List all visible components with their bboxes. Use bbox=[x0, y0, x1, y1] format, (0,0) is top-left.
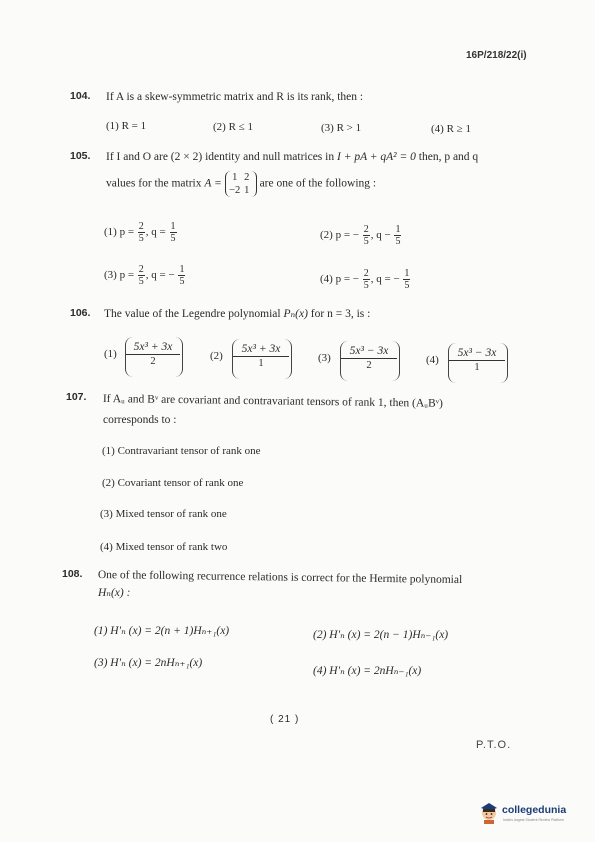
q106-option-3-label: (3) bbox=[318, 352, 331, 364]
p-value: p = bbox=[119, 226, 135, 239]
denominator: 5 bbox=[170, 233, 176, 244]
denominator: 5 bbox=[395, 236, 401, 247]
q106-option-3 bbox=[340, 344, 398, 373]
q104-option-4: (4) R ≥ 1 bbox=[431, 123, 471, 135]
q-value: , q = − bbox=[145, 269, 175, 282]
numerator: 5x³ − 3x bbox=[449, 346, 505, 361]
q108-option-3: (3) H′ₙ (x) = 2nHₙ₊₁(x) bbox=[94, 657, 203, 669]
option-label: (1) bbox=[104, 226, 117, 239]
q105-option-2 bbox=[320, 224, 402, 247]
numerator: 1 bbox=[404, 268, 410, 279]
denominator: 2 bbox=[150, 356, 156, 367]
question-number-106: 106. bbox=[70, 307, 91, 319]
student-mascot-icon bbox=[478, 800, 500, 824]
question-number-107: 107. bbox=[66, 391, 87, 403]
fraction bbox=[178, 264, 185, 287]
denominator: 1 bbox=[474, 362, 480, 373]
matrix-label: A = bbox=[204, 177, 222, 190]
paper-code: 16P/218/22(i) bbox=[466, 50, 527, 61]
question-104-text: If A is a skew-symmetric matrix and R is its rank, then : bbox=[106, 91, 364, 103]
question-108-text-a: One of the following recurrence relations is correct for the Hermite polynomial bbox=[97, 568, 463, 587]
matrix-cell: 1 bbox=[244, 185, 250, 196]
fraction bbox=[394, 224, 401, 247]
numerator: 5x³ − 3x bbox=[341, 344, 397, 359]
brand-tagline: India's largest Student Review Platform bbox=[503, 818, 564, 822]
question-106-text-b: for n = 3, is : bbox=[310, 308, 371, 320]
brand-name: collegedunia bbox=[502, 804, 567, 816]
q108-option-4: (4) H′ₙ (x) = 2nHₙ₋₁(x) bbox=[313, 665, 422, 677]
fraction bbox=[233, 342, 289, 371]
question-105-equation: I + pA + qA² = 0 bbox=[336, 151, 416, 163]
numerator: 1 bbox=[170, 221, 176, 232]
fraction bbox=[363, 268, 370, 291]
denominator: 5 bbox=[179, 276, 185, 287]
q106-option-1 bbox=[125, 340, 181, 369]
q-value: , q = − bbox=[370, 273, 400, 286]
matrix-cell: −2 bbox=[229, 185, 241, 196]
q-value: , q − bbox=[370, 229, 391, 242]
option-label: (4) bbox=[320, 273, 333, 286]
q104-option-2: (2) R ≤ 1 bbox=[213, 121, 253, 133]
option-label: (2) bbox=[320, 229, 333, 242]
denominator: 5 bbox=[363, 280, 369, 291]
fraction bbox=[341, 344, 397, 373]
fraction bbox=[449, 346, 505, 375]
question-105-text-d: are one of the following : bbox=[259, 177, 377, 190]
question-105-line-1 bbox=[106, 149, 478, 165]
matrix-cell: 1 bbox=[232, 172, 238, 183]
p-value: p = − bbox=[335, 273, 359, 286]
q106-option-2-label: (2) bbox=[210, 350, 223, 362]
q-value: , q = bbox=[145, 226, 166, 239]
numerator: 5x³ + 3x bbox=[126, 340, 180, 355]
question-107-text-a: If Aᵤ and Bᵛ are covariant and contravariant tensors of rank 1, then (AᵤBᵛ) bbox=[102, 392, 443, 410]
pto-text: P.T.O. bbox=[476, 739, 512, 751]
question-number-104: 104. bbox=[70, 90, 91, 102]
denominator: 1 bbox=[258, 358, 264, 369]
q105-option-4 bbox=[320, 268, 411, 291]
question-108-text-b: Hₙ(x) : bbox=[98, 587, 131, 599]
p-value: p = − bbox=[335, 229, 359, 242]
question-106-text-a: The value of the Legendre polynomial bbox=[104, 308, 281, 320]
numerator: 2 bbox=[363, 224, 369, 235]
fraction bbox=[170, 221, 177, 244]
numerator: 1 bbox=[395, 224, 401, 235]
question-105-text-c: values for the matrix bbox=[106, 177, 202, 190]
question-105-line-2 bbox=[106, 171, 376, 197]
numerator: 2 bbox=[138, 264, 144, 275]
denominator: 5 bbox=[138, 233, 144, 244]
numerator: 2 bbox=[363, 268, 369, 279]
q104-option-1: (1) R = 1 bbox=[106, 120, 147, 132]
question-number-105: 105. bbox=[70, 150, 91, 162]
question-105-text-a: If I and O are (2 × 2) identity and null matrices in bbox=[106, 151, 335, 163]
fraction bbox=[363, 224, 370, 247]
q105-option-3 bbox=[104, 264, 186, 287]
collegedunia-logo bbox=[478, 800, 500, 829]
question-number-108: 108. bbox=[62, 568, 83, 580]
q106-option-4 bbox=[448, 346, 506, 375]
q104-option-3: (3) R > 1 bbox=[321, 122, 362, 134]
question-106-line bbox=[104, 306, 370, 322]
q107-option-3: (3) Mixed tensor of rank one bbox=[100, 508, 227, 520]
q105-option-1 bbox=[104, 221, 178, 244]
legendre-symbol: Pₙ(x) bbox=[283, 308, 308, 320]
denominator: 5 bbox=[138, 276, 144, 287]
denominator: 5 bbox=[363, 236, 369, 247]
fraction bbox=[403, 268, 410, 291]
q106-option-1-label: (1) bbox=[104, 348, 117, 360]
matrix-cell: 2 bbox=[244, 172, 250, 183]
q107-option-1: (1) Contravariant tensor of rank one bbox=[102, 445, 261, 457]
fraction bbox=[138, 221, 145, 244]
fraction bbox=[138, 264, 145, 287]
numerator: 1 bbox=[179, 264, 185, 275]
question-105-text-b: then, p and q bbox=[418, 151, 479, 163]
fraction bbox=[126, 340, 180, 369]
numerator: 5x³ + 3x bbox=[233, 342, 289, 357]
q107-option-2: (2) Covariant tensor of rank one bbox=[102, 477, 244, 489]
q107-option-4: (4) Mixed tensor of rank two bbox=[100, 541, 228, 553]
page-number: ( 21 ) bbox=[270, 714, 300, 725]
numerator: 2 bbox=[138, 221, 144, 232]
denominator: 2 bbox=[366, 360, 372, 371]
matrix-a bbox=[225, 171, 257, 197]
q108-option-1: (1) H′ₙ (x) = 2(n + 1)Hₙ₊₁(x) bbox=[94, 625, 230, 637]
question-107-text-b: corresponds to : bbox=[103, 414, 177, 426]
p-value: p = bbox=[119, 269, 135, 282]
option-label: (3) bbox=[104, 269, 117, 282]
q106-option-4-label: (4) bbox=[426, 354, 439, 366]
q108-option-2: (2) H′ₙ (x) = 2(n − 1)Hₙ₋₁(x) bbox=[313, 629, 449, 641]
q106-option-2 bbox=[232, 342, 290, 371]
denominator: 5 bbox=[404, 280, 410, 291]
